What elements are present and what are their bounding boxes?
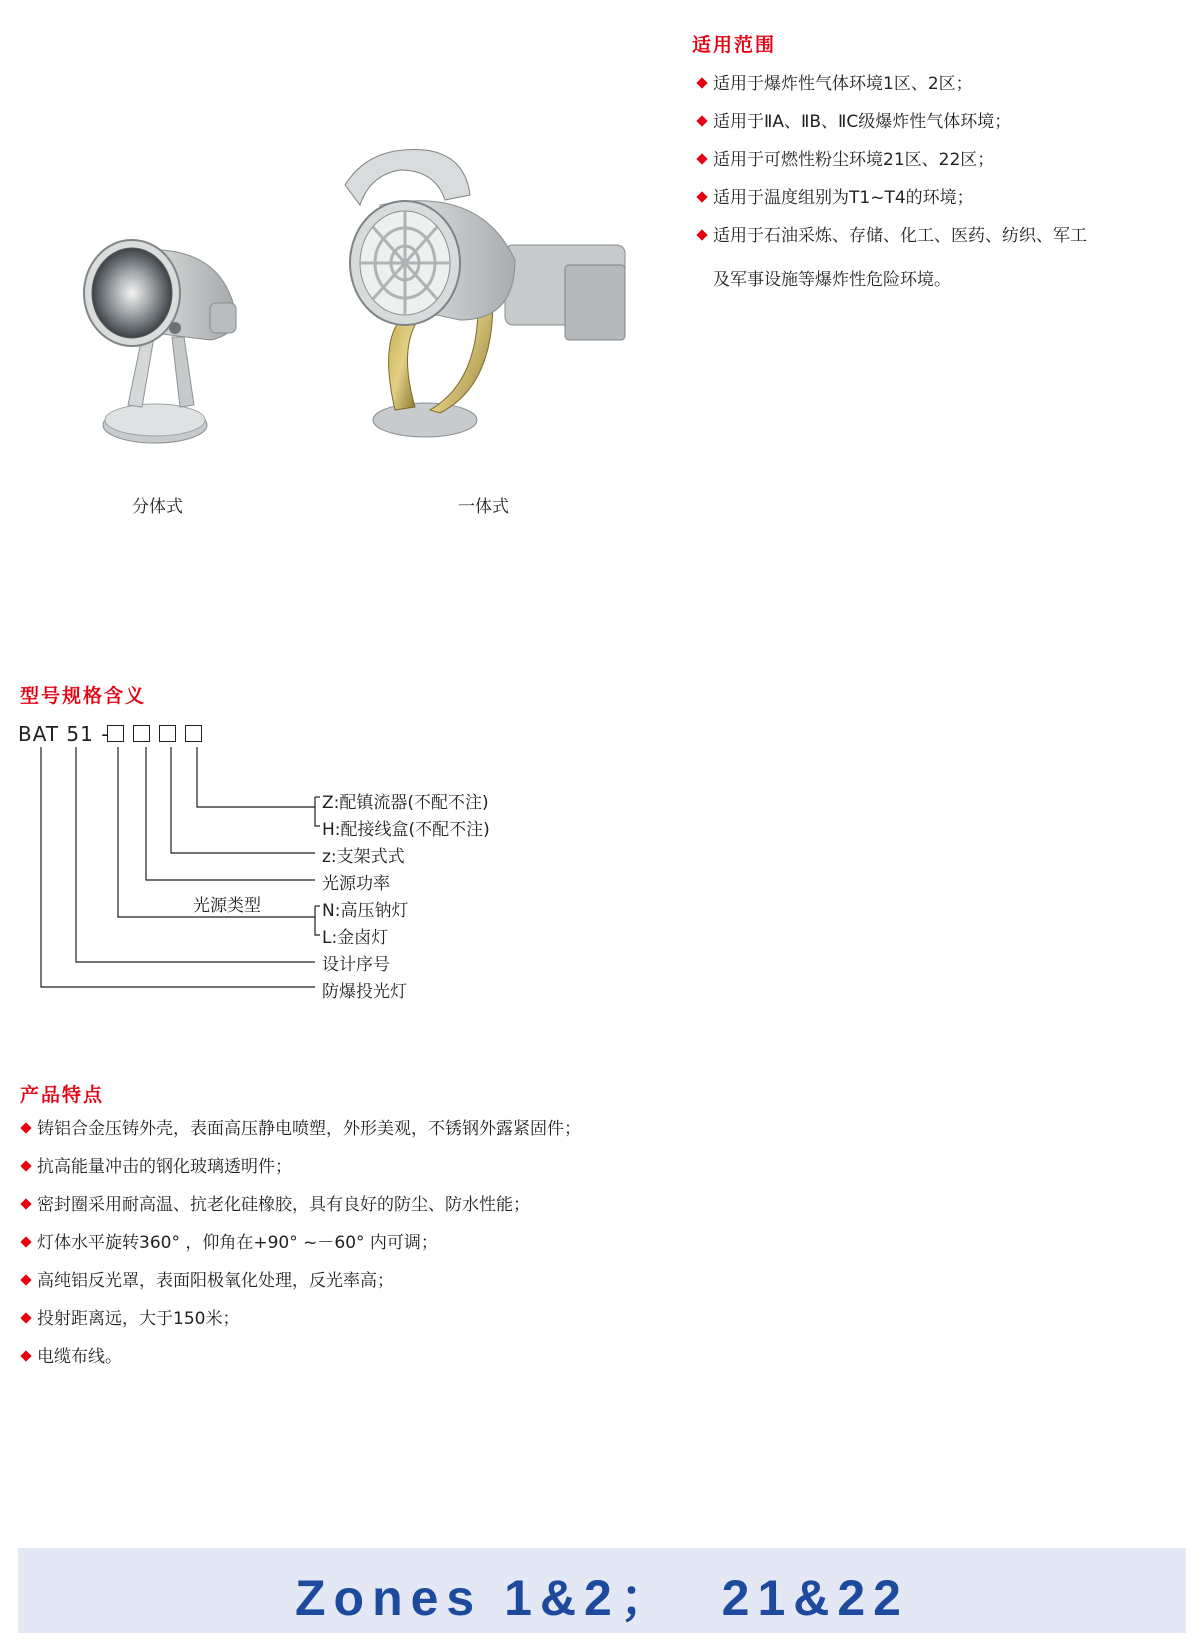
legend-z-ballast: Z:配镇流器(不配不注) [322, 793, 489, 813]
legend-serial: 设计序号 [322, 955, 390, 975]
legend-z-bracket: z:支架式式 [322, 847, 405, 867]
features-title: 产品特点 [20, 1084, 105, 1106]
features-list [20, 1119, 581, 1367]
split-type-caption: 分体式 [132, 497, 183, 517]
feature-item: 电缆布线。 [20, 1347, 581, 1367]
legend-n-sodium: N:高压钠灯 [322, 901, 409, 921]
feature-item: 铸铝合金压铸外壳，表面高压静电喷塑，外形美观，不锈钢外露紧固件； [20, 1119, 581, 1139]
scope-title: 适用范围 [692, 34, 777, 56]
zones-banner [18, 1548, 1186, 1633]
scope-item: 适用于温度组别为T1~T4的环境； [696, 188, 1087, 208]
light-source-type-label: 光源类型 [193, 896, 261, 916]
feature-item: 抗高能量冲击的钢化玻璃透明件； [20, 1157, 581, 1177]
feature-item: 灯体水平旋转360° ，仰角在+90° ~－60° 内可调； [20, 1233, 581, 1253]
scope-item: 适用于ⅡA、ⅡB、ⅡC级爆炸性气体环境； [696, 112, 1087, 132]
scope-item-continuation: 及军事设施等爆炸性危险环境。 [713, 270, 951, 290]
scope-item: 适用于可燃性粉尘环境21区、22区； [696, 150, 1087, 170]
scope-item: 适用于爆炸性气体环境1区、2区； [696, 74, 1087, 94]
legend-h-junction: H:配接线盒(不配不注) [322, 820, 490, 840]
legend-l-halide: L:金卤灯 [322, 928, 389, 948]
feature-item: 投射距离远，大于150米； [20, 1309, 581, 1329]
scope-item: 适用于石油采炼、存储、化工、医药、纺织、军工 [696, 226, 1087, 246]
legend-floodlight: 防爆投光灯 [322, 982, 407, 1002]
integrated-type-caption: 一体式 [458, 497, 509, 517]
feature-item: 密封圈采用耐高温、抗老化硅橡胶，具有良好的防尘、防水性能； [20, 1195, 581, 1215]
zones-banner-text: Zones 1&2； 21&22 [295, 1570, 909, 1626]
model-title: 型号规格含义 [20, 685, 147, 707]
legend-power: 光源功率 [322, 874, 390, 894]
feature-item: 高纯铝反光罩，表面阳极氧化处理，反光率高； [20, 1271, 581, 1291]
model-code: BAT 51 - [18, 722, 110, 746]
